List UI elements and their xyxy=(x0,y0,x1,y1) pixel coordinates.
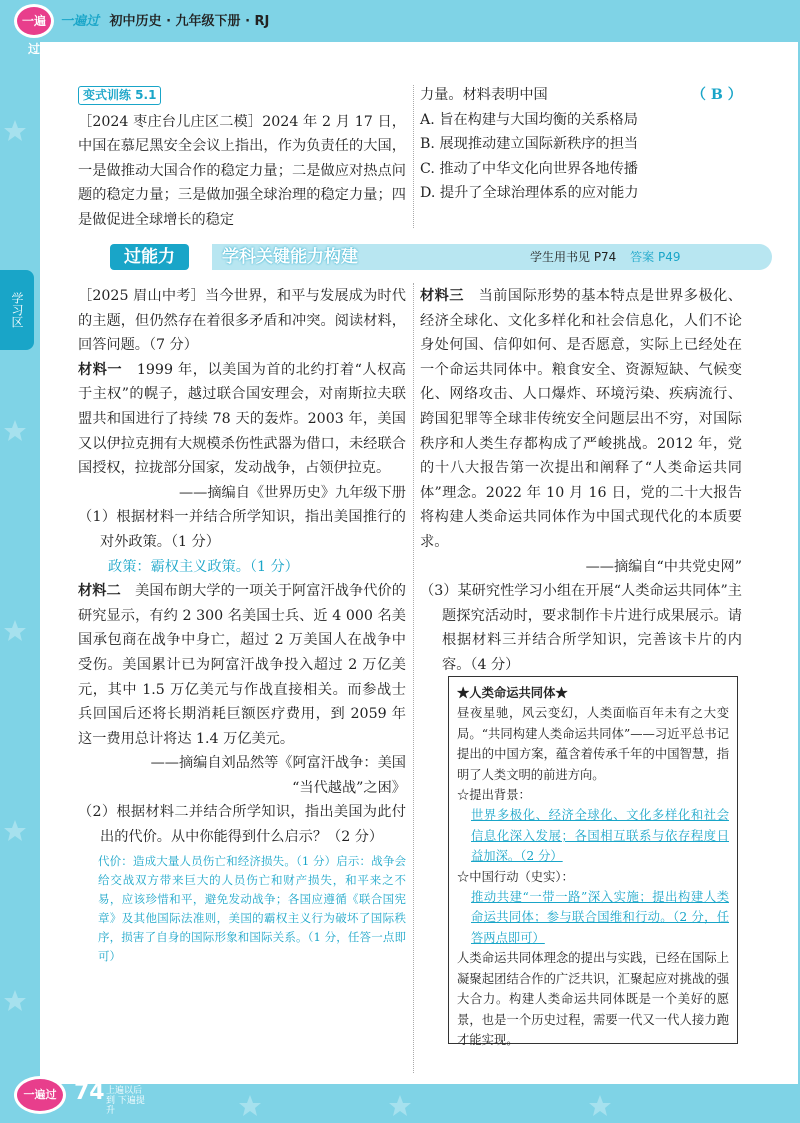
card-background-answer: 世界多极化、经济全球化、文化多样化和社会信息化深入发展；各国相互联系与依存程度日益加深。（2 分） xyxy=(471,808,729,864)
question-left xyxy=(78,284,406,966)
page-number: 74 xyxy=(74,1080,105,1105)
card-action-answer: 推动共建“一带一路”深入实施；提出构建人类命运共同体；参与联合国维和行动。（2 分，任答两点即可） xyxy=(471,890,729,945)
question-1: （1）根据材料一并结合所学知识，指出美国推行的对外政策。（1 分） xyxy=(78,509,406,550)
option-b: B. 展现推动建立国际新秩序的担当 xyxy=(420,136,639,153)
header-title xyxy=(60,10,269,29)
variant-text: 2024 年 2 月 17 日，中国在慕尼黑安全会议上指出，作为负责任的大国，一是做推动大国合作的稳定力量；二是做应对热点问题的稳定力量；三是做加强全球治理的稳定力量；四是做促进全球增长的稳定 xyxy=(78,113,406,228)
answer-ref: 答案 P49 xyxy=(630,250,681,264)
answer-card xyxy=(448,676,738,1047)
footer-badge: 一遍过 xyxy=(14,1076,66,1114)
banner-reference xyxy=(530,248,680,265)
card-outro: 人类命运共同体理念的提出与实践，已经在国际上凝聚起团结合作的广泛共识，汇聚起应对挑战的强大合力。构建人类命运共同体既是一个美好的愿景，也是一个历史过程，需要一代又一代人接力跑才能实现。 xyxy=(457,951,729,1047)
material-2-text: 美国布朗大学的一项关于阿富汗战争代价的研究显示，有约 2 300 名美国士兵、近 4 000 名美国承包商在战争中身亡，超过 2 万美国人在战争中受伤。美国累计已为阿富汗战争投入超过 2 万亿美元，其中 1.5 万亿美元与作战直接相关。而参战士兵回国后还将长期消耗巨额医疗费用，到 2059 年这一费用总计将达 1.4 万亿美元。 xyxy=(78,583,406,747)
column-divider xyxy=(413,283,414,1073)
variant-options xyxy=(420,83,742,206)
variant-exercise xyxy=(78,83,406,233)
material-2-label: 材料二 xyxy=(78,583,121,600)
book-title: 初中历史 · 九年级下册 · RJ xyxy=(109,14,270,29)
answer-2: 代价：造成大量人员伤亡和经济损失。（1 分）启示：战争会给交战双方带来巨大的人员伤亡和财产损失，和平来之不易，应该珍惜和平，避免发动战争；各国应遵循《联合国宪章》及其他国际法准则，美国的霸权主义行为破坏了国际秩序，损害了自身的国际形象和国际关系。（1 分，任答一点即可） xyxy=(98,853,406,963)
brand-name: 一遍过 xyxy=(60,14,100,29)
section-banner xyxy=(40,244,798,270)
card-background-label: ☆提出背景： xyxy=(457,788,531,803)
banner-subtitle-bar xyxy=(212,244,772,270)
column-divider xyxy=(413,85,414,228)
card-action-label: ☆中国行动（史实）： xyxy=(457,869,574,884)
footer-tag: 上遍以后到 下遍提升 xyxy=(106,1086,145,1116)
material-3-source: ——摘编自“中共党史网” xyxy=(585,558,742,575)
card-title: ★人类命运共同体★ xyxy=(457,685,568,700)
material-2-source-2: “当代越战”之困》 xyxy=(292,779,406,796)
question-3: （3）某研究性学习小组在开展“人类命运共同体”主题探究活动时，要求制作卡片进行成果展示。请根据材料三并结合所学知识，完善该卡片的内容。（4 分） xyxy=(420,583,742,673)
option-d: D. 提升了全球治理体系的应对能力 xyxy=(420,185,639,202)
variant-stem: 力量。材料表明中国 xyxy=(420,87,548,103)
variant-answer: （ B ） xyxy=(691,87,742,103)
material-3-label: 材料三 xyxy=(420,288,464,304)
card-intro: 昼夜星驰，风云变幻，人类面临百年未有之大变局。“共同构建人类命运共同体”——习近平总书记提出的中国方案，蕴含着传承千年的中国智慧，指明了人类文明的前进方向。 xyxy=(457,706,729,782)
banner-title: 过能力 xyxy=(110,244,189,270)
material-1-source: ——摘编自《世界历史》九年级下册 xyxy=(178,484,406,501)
banner-subtitle: 学科关键能力构建 xyxy=(222,247,358,267)
answer-1: 政策：霸权主义政策。（1 分） xyxy=(108,558,299,575)
question-2: （2）根据材料二并结合所学知识，指出美国为此付出的代价。从中你能得到什么启示？（2 分） xyxy=(78,804,406,846)
material-1-text: 1999 年，以美国为首的北约打着“人权高于主权”的幌子，越过联合国安理会，对南斯拉夫联盟共和国进行了持续 78 天的轰炸。2003 年，美国又以伊拉克拥有大规模杀伤性武器为借口，未经联合国授权，拉拢部分国家，发动战争，占领伊拉克。 xyxy=(78,361,406,477)
option-c: C. 推动了中华文化向世界各地传播 xyxy=(420,160,638,177)
question-intro: ［2025 眉山中考］当今世界，和平与发展成为时代的主题，但仍然存在着很多矛盾和冲突。阅读材料，回答问题。（7 分） xyxy=(78,288,406,354)
student-book-ref: 学生用书见 P74 xyxy=(530,250,617,264)
question-right xyxy=(420,284,742,678)
option-a: A. 旨在构建与大国均衡的关系格局 xyxy=(420,111,638,128)
material-2-source-1: ——摘编自刘品然等《阿富汗战争：美国 xyxy=(150,755,406,772)
material-1-label: 材料一 xyxy=(78,361,123,378)
variant-tag: 变式训练 5.1 xyxy=(78,86,161,105)
logo-badge: 一遍过 xyxy=(14,4,54,38)
variant-source: ［2024 枣庄台儿庄区二模］ xyxy=(78,113,263,130)
material-3-text: 当前国际形势的基本特点是世界多极化、经济全球化、文化多样化和社会信息化，人们不论身处何国、信仰如何、是否愿意，实际上已经处在一个命运共同体中。粮食安全、资源短缺、气候变化、网络攻击、人口爆炸、环境污染、疾病流行、跨国犯罪等全球非传统安全问题层出不穷，对国际秩序和人类生存都构成了严峻挑战。2012 年，党的十八大报告第一次提出和阐释了“人类命运共同体”理念。2022 年 10 月 16 日，党的二十大报告将构建人类命运共同体作为中国式现代化的本质要求。 xyxy=(420,288,742,550)
page-header xyxy=(14,4,794,56)
side-tab-study-area[interactable]: 学习区 xyxy=(0,270,34,350)
